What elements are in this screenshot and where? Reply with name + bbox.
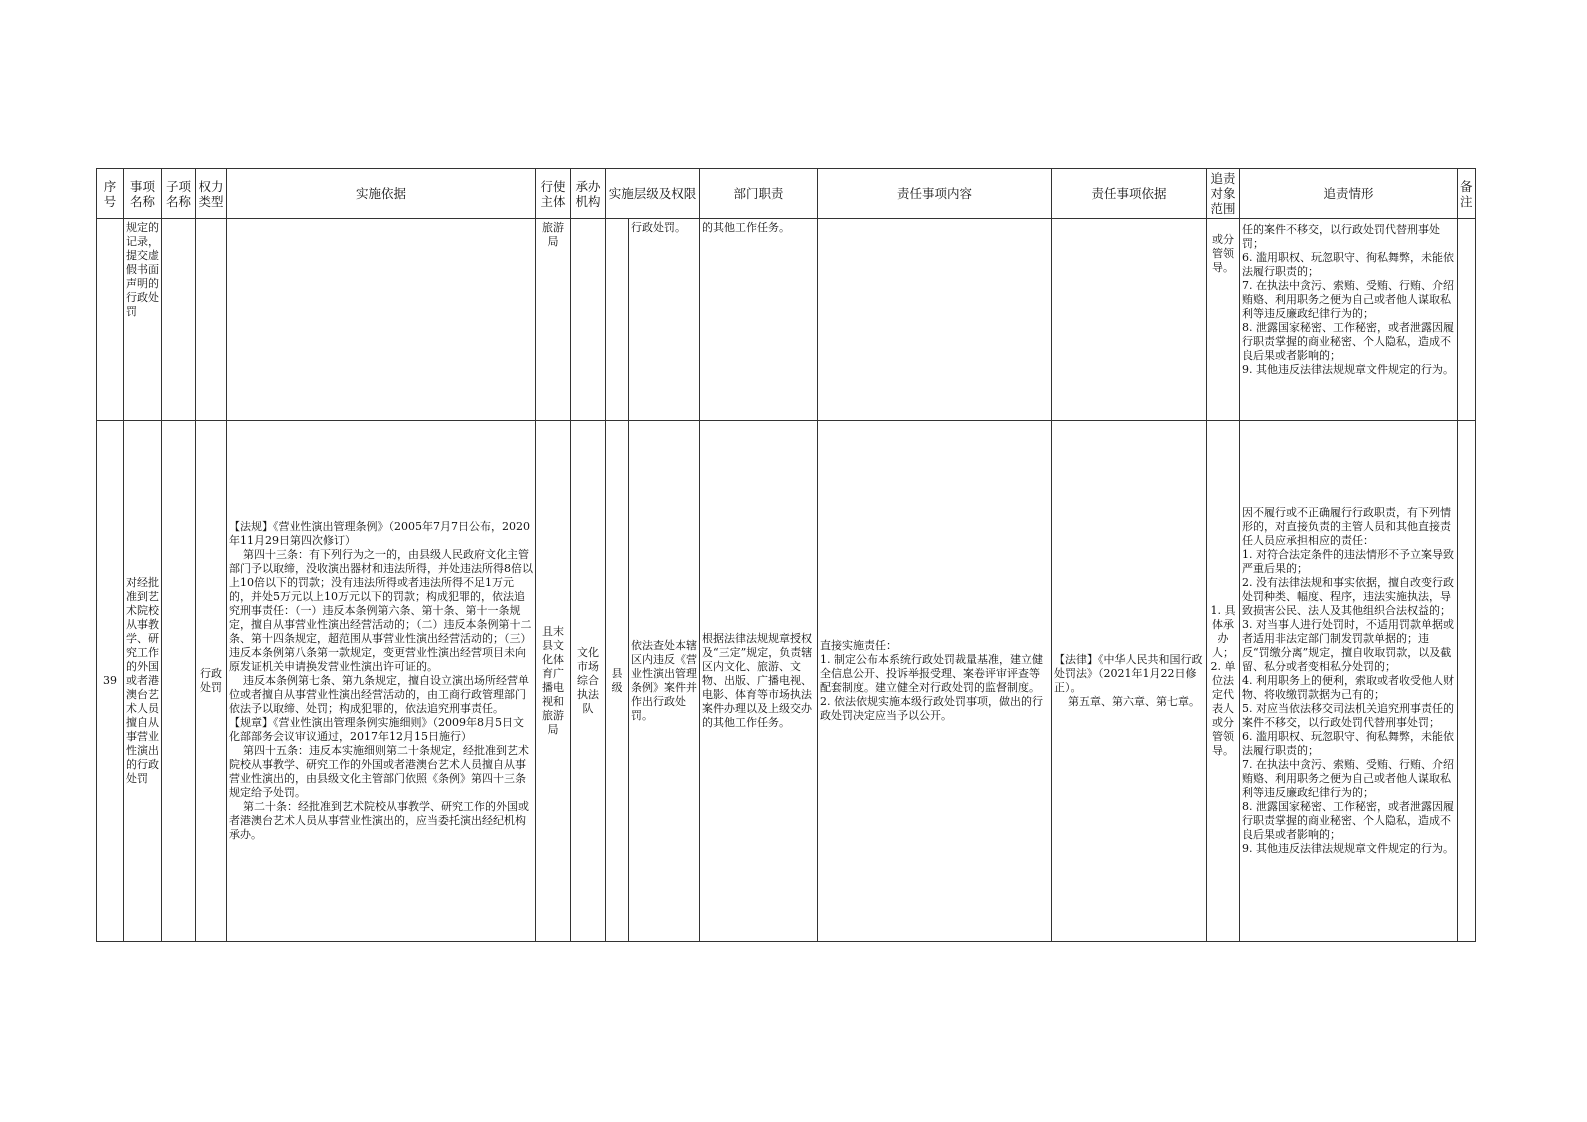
cell-prev-resp-basis: [1052, 219, 1207, 421]
header-level: 实施层级及权限: [606, 169, 700, 219]
cell-prev-dept-duty: 的其他工作任务。: [700, 219, 818, 421]
header-undertaking-org: 承办机构: [571, 169, 606, 219]
header-accountability-scope: 追责对象范围: [1207, 169, 1240, 219]
cell-accountability-case: 因不履行或不正确履行行政职责，有下列情形的，对直接负责的主管人员和其他直接责任人员应承担相应的责任： 1. 对符合法定条件的违法情形不予立案导致严重后果的； 2. 没有法律法规和事实依据，擅自改变行政处罚种类、幅度、程序，违法实施执法，导致损害公民、法人及其他组织合法权益的； 3. 对当事人进行处罚时，不适用罚款单据或者适用非法定部门制发罚款单据的；违反“罚缴分离”规定，擅自收取罚款，以及截留、私分或者变相私分处罚的； 4. 利用职务上的便利，索取或者收受他人财物、将收缴罚款据为己有的； 5. 对应当依法移交司法机关追究刑事责任的案件不移交，以行政处罚代替刑事处罚； 6. 滥用职权、玩忽职守、徇私舞弊，未能依法履行职责的； 7. 在执法中贪污、索贿、受贿、行贿、介绍贿赂、利用职务之便为自己或者他人谋取私利等违反廉政纪律行为的； 8. 泄露国家秘密、工作秘密，或者泄露因履行职责掌握的商业秘密、个人隐私，造成不良后果或者影响的； 9. 其他违反法律法规规章文件规定的行为。: [1240, 421, 1458, 942]
cell-accountability-scope: 1. 具体承办人； 2. 单位法定代表人或分管领导。: [1207, 421, 1240, 942]
cell-prev-exercise-subject: 旅游局: [536, 219, 571, 421]
header-remarks: 备注: [1458, 169, 1476, 219]
cell-resp-basis: 【法律】《中华人民共和国行政处罚法》（2021年1月22日修正）。 第五章、第六章、第七章。: [1052, 421, 1207, 942]
header-item-name: 事项名称: [124, 169, 162, 219]
header-dept-duty: 部门职责: [700, 169, 818, 219]
header-no: 序号: [97, 169, 124, 219]
cell-prev-remarks: [1458, 219, 1476, 421]
header-power-type: 权力类型: [196, 169, 227, 219]
header-resp-content: 责任事项内容: [818, 169, 1052, 219]
cell-prev-accountability-scope: 或分管领导。: [1207, 219, 1240, 421]
cell-power-type: 行政处罚: [196, 421, 227, 942]
cell-resp-content: 直接实施责任： 1. 制定公布本系统行政处罚裁量基准，建立健全信息公开、投诉举报受理、案卷评审评查等配套制度。建立健全对行政处罚的监督制度。 2. 依法依规实施本级行政处罚事项，做出的行政处罚决定应当予以公开。: [818, 421, 1052, 942]
cell-prev-sub-item: [162, 219, 196, 421]
cell-basis: 【法规】《营业性演出管理条例》（2005年7月7日公布，2020年11月29日第四次修订） 第四十三条：有下列行为之一的，由县级人民政府文化主管部门予以取缔，没收演出器材和违法所得，并处违法所得8倍以上10倍以下的罚款；没有违法所得或者违法所得不足1万元的，并处5万元以上10万元以下的罚款；构成犯罪的，依法追究刑事责任：（一）违反本条例第六条、第十条、第十一条规定，擅自从事营业性演出经营活动的；（二）违反本条例第十二条、第十四条规定，超范围从事营业性演出经营活动的；（三）违反本条例第八条第一款规定，变更营业性演出经营项目未向原发证机关申请换发营业性演出许可证的。 违反本条例第七条、第九条规定，擅自设立演出场所经营单位或者擅自从事营业性演出经营活动的，由工商行政管理部门依法予以取缔、处罚；构成犯罪的，依法追究刑事责任。 【规章】《营业性演出管理条例实施细则》（2009年8月5日文化部部务会议审议通过，2017年12月15日施行） 第四十五条：违反本实施细则第二十条规定，经批准到艺术院校从事教学、研究工作的外国或者港澳台艺术人员擅自从事营业性演出的，由县级文化主管部门依照《条例》第四十三条规定给予处罚。 第二十条：经批准到艺术院校从事教学、研究工作的外国或者港澳台艺术人员从事营业性演出的，应当委托演出经纪机构承办。: [227, 421, 536, 942]
header-basis: 实施依据: [227, 169, 536, 219]
cell-undertaking-org: 文化市场综合执法队: [571, 421, 606, 942]
cell-prev-item-name: 规定的记录，提交虚假书面声明的行政处罚: [124, 219, 162, 421]
cell-remarks: [1458, 421, 1476, 942]
cell-prev-undertaking-org: [571, 219, 606, 421]
table-row-continued: [97, 219, 1476, 421]
table-row: [97, 421, 1476, 942]
cell-level-tier: 县级: [606, 421, 629, 942]
cell-no: 39: [97, 421, 124, 942]
cell-prev-resp-content: [818, 219, 1052, 421]
cell-prev-level: 行政处罚。: [629, 219, 700, 421]
cell-item-name: 对经批准到艺术院校从事教学、研究工作的外国或者港澳台艺术人员擅自从事营业性演出的行政处罚: [124, 421, 162, 942]
cell-prev-accountability-case: 任的案件不移交，以行政处罚代替刑事处罚； 6. 滥用职权、玩忽职守、徇私舞弊，未能依法履行职责的； 7. 在执法中贪污、索贿、受贿、行贿、介绍贿赂、利用职务之便为自己或者他人谋取私利等违反廉政纪律行为的； 8. 泄露国家秘密、工作秘密，或者泄露因履行职责掌握的商业秘密、个人隐私，造成不良后果或者影响的； 9. 其他违反法律法规规章文件规定的行为。: [1240, 219, 1458, 421]
header-exercise-subject: 行使主体: [536, 169, 571, 219]
cell-prev-level-tier: [606, 219, 629, 421]
cell-dept-duty: 根据法律法规规章授权及“三定”规定，负责辖区内文化、旅游、文物、出版、广播电视、电影、体育等市场执法案件办理以及上级交办的其他工作任务。: [700, 421, 818, 942]
cell-prev-basis: [227, 219, 536, 421]
responsibility-table: [96, 168, 1476, 942]
cell-prev-power-type: [196, 219, 227, 421]
header-row: [97, 169, 1476, 219]
header-sub-item: 子项名称: [162, 169, 196, 219]
cell-prev-no: [97, 219, 124, 421]
header-resp-basis: 责任事项依据: [1052, 169, 1207, 219]
header-accountability-case: 追责情形: [1240, 169, 1458, 219]
cell-exercise-subject: 且末县文化体育广播电视和旅游局: [536, 421, 571, 942]
cell-sub-item: [162, 421, 196, 942]
cell-level: 依法查处本辖区内违反《营业性演出管理条例》案件并作出行政处罚。: [629, 421, 700, 942]
